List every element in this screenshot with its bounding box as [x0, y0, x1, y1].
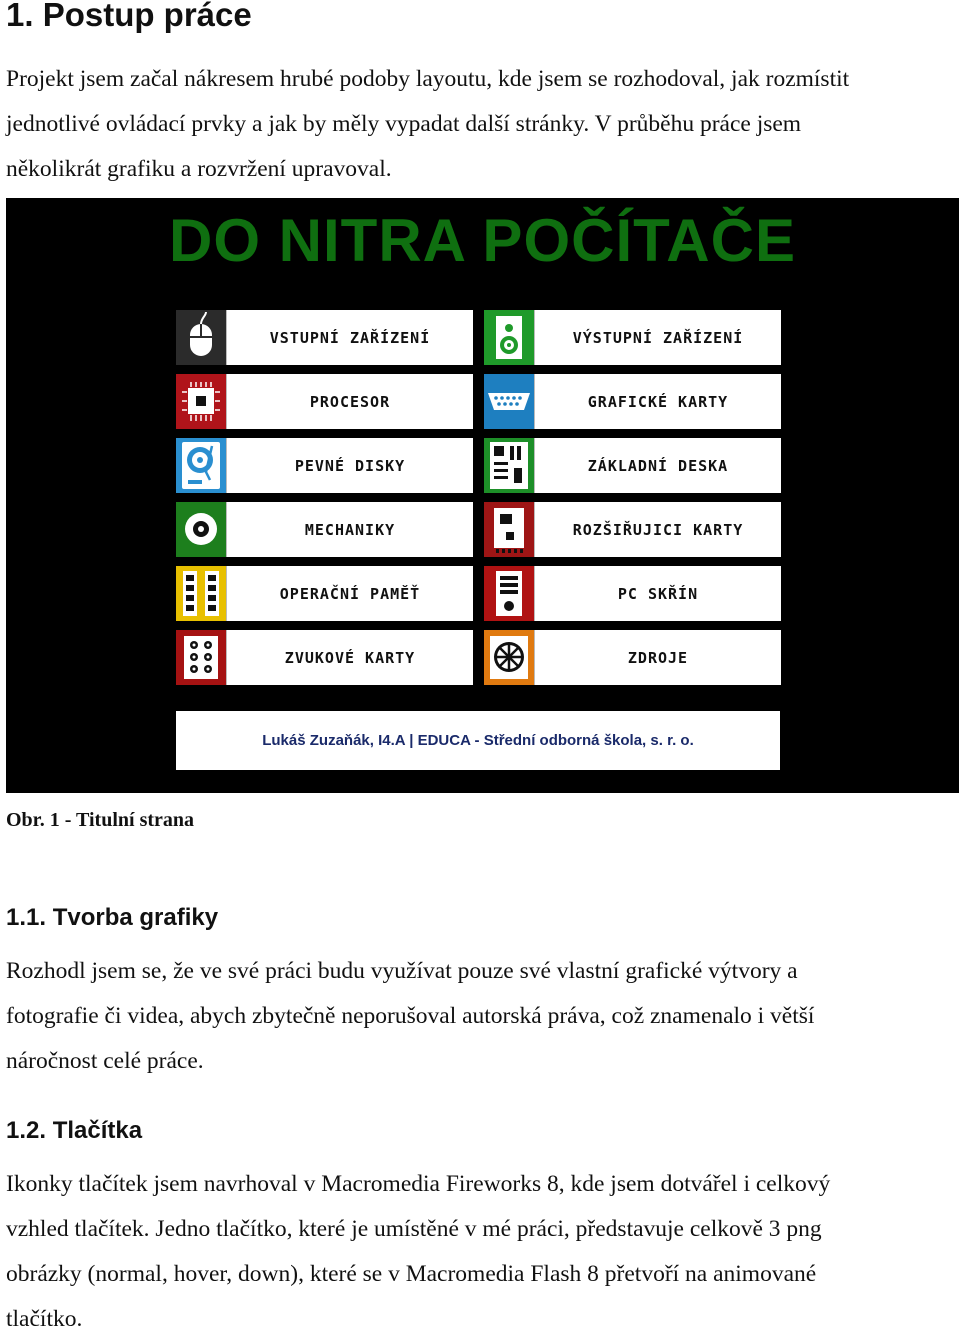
button-label: OPERAČNÍ PAMĚŤ — [226, 566, 473, 621]
button-label: VSTUPNÍ ZAŘÍZENÍ — [226, 310, 473, 365]
button-output-devices — [484, 310, 780, 365]
paragraph-line: Rozhodl jsem se, že ve své práci budu využívat pouze své vlastní grafické výtvory a — [6, 958, 798, 984]
paragraph-line: fotografie či videa, abych zbytečně neporušoval autorská práva, což znamenalo i větší — [6, 1003, 815, 1029]
button-hard-disks — [176, 438, 472, 493]
paragraph-line: tlačítko. — [6, 1306, 83, 1332]
figure-caption: Obr. 1 - Titulní strana — [6, 809, 195, 831]
motherboard-icon — [484, 438, 534, 493]
paragraph-line: vzhled tlačítek. Jedno tlačítko, které je umístěné v mé práci, představuje celkově 3 png — [6, 1216, 822, 1242]
vga-connector-icon — [484, 374, 534, 429]
figure-footer: Lukáš Zuzaňák, I4.A | EDUCA - Střední odborná škola, s. r. o. — [176, 711, 780, 770]
section-heading: 1.1. Tvorba grafiky — [6, 904, 219, 931]
button-motherboard — [484, 438, 780, 493]
paragraph-line: Ikonky tlačítek jsem navrhoval v Macromedia Fireworks 8, kde jsem dotvářel i celkový — [6, 1171, 831, 1197]
button-label: VÝSTUPNÍ ZAŘÍZENÍ — [534, 310, 781, 365]
button-label: PROCESOR — [226, 374, 473, 429]
button-power-supplies — [484, 630, 780, 685]
power-supply-icon — [484, 630, 534, 685]
hard-disk-icon — [176, 438, 226, 493]
section-paragraph — [6, 949, 956, 1084]
section-paragraph — [6, 1162, 956, 1342]
button-label: PC SKŘÍN — [534, 566, 781, 621]
button-memory — [176, 566, 472, 621]
ram-icon — [176, 566, 226, 621]
intro-line: několikrát grafiku a rozvržení upravoval. — [6, 156, 392, 182]
sound-card-icon — [176, 630, 226, 685]
page-heading: 1. Postup práce — [6, 0, 252, 33]
button-label: ZDROJE — [534, 630, 781, 685]
button-pc-case — [484, 566, 780, 621]
intro-paragraph — [6, 57, 956, 192]
mouse-icon — [176, 310, 226, 365]
intro-line: jednotlivé ovládací prvky a jak by měly vypadat další stránky. V průběhu práce jsem — [6, 111, 802, 137]
button-drives — [176, 502, 472, 557]
expansion-card-icon — [484, 502, 534, 557]
speaker-icon — [484, 310, 534, 365]
button-expansion-cards — [484, 502, 780, 557]
button-label: ROZŠIŘUJICI KARTY — [534, 502, 781, 557]
cpu-icon — [176, 374, 226, 429]
pc-case-icon — [484, 566, 534, 621]
figure-title: DO NITRA POČÍTAČE — [169, 207, 796, 274]
button-label: GRAFICKÉ KARTY — [534, 374, 781, 429]
title-page-figure — [6, 198, 959, 793]
button-sound-cards — [176, 630, 472, 685]
paragraph-line: obrázky (normal, hover, down), které se v Macromedia Flash 8 přetvoří na animované — [6, 1261, 817, 1287]
paragraph-line: náročnost celé práce. — [6, 1048, 204, 1074]
intro-line: Projekt jsem začal nákresem hrubé podoby layoutu, kde jsem se rozhodoval, jak rozmístit — [6, 66, 850, 92]
button-label: MECHANIKY — [226, 502, 473, 557]
button-label: ZVUKOVÉ KARTY — [226, 630, 473, 685]
button-input-devices — [176, 310, 472, 365]
section-heading: 1.2. Tlačítka — [6, 1117, 143, 1144]
button-label: ZÁKLADNÍ DESKA — [534, 438, 781, 493]
button-label: PEVNÉ DISKY — [226, 438, 473, 493]
optical-drive-icon — [176, 502, 226, 557]
button-processor — [176, 374, 472, 429]
button-graphics-cards — [484, 374, 780, 429]
